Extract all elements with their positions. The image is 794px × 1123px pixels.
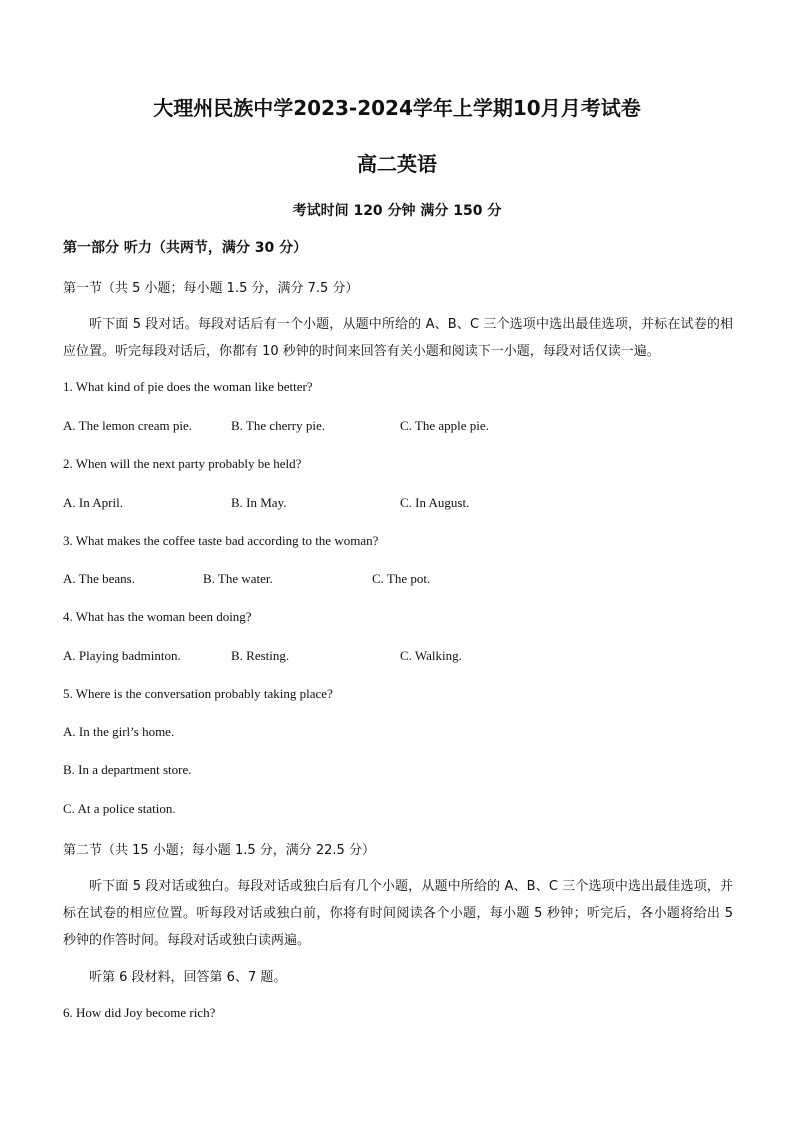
question-5-option-b: B. In a department store. — [63, 762, 192, 777]
subject-title: 高二英语 — [357, 152, 437, 176]
exam-title: 大理州民族中学2023-2024学年上学期10月月考试卷 — [153, 96, 641, 120]
question-2-option-c: C. In August. — [400, 495, 470, 510]
section-two-instructions: 听下面 5 段对话或独白。每段对话或独白后有几个小题，从题中所给的 A、B、C 三个选项中选出最佳选项，并标在试卷的相应位置。听每段对话或独白前，你将有时间阅读各个小题，每小题 5 秒钟；听完后，各小题将给出 5 秒钟的作答时间。每段对话或独白读两遍。 — [63, 879, 733, 948]
question-1-option-a: A. The lemon cream pie. — [63, 418, 192, 433]
question-4-option-a: A. Playing badminton. — [63, 648, 181, 663]
section-two-heading: 第二节（共 15 小题；每小题 1.5 分，满分 22.5 分） — [63, 843, 375, 858]
question-4: 4. What has the woman been doing? — [63, 609, 252, 624]
question-1-option-c: C. The apple pie. — [400, 418, 489, 433]
question-3-option-a: A. The beans. — [63, 571, 135, 586]
question-3: 3. What makes the coffee taste bad according to the woman? — [63, 533, 379, 548]
material-6-note: 听第 6 段材料，回答第 6、7 题。 — [89, 970, 287, 985]
exam-time-score: 考试时间 120 分钟 满分 150 分 — [292, 203, 502, 219]
question-5: 5. Where is the conversation probably taking place? — [63, 686, 333, 701]
section-one-instructions: 听下面 5 段对话。每段对话后有一个小题，从题中所给的 A、B、C 三个选项中选出最佳选项，并标在试卷的相应位置。听完每段对话后，你都有 10 秒钟的时间来回答有关小题和阅读下一小题，每段对话仅读一遍。 — [63, 317, 733, 359]
question-4-option-b: B. Resting. — [231, 648, 290, 663]
question-3-option-b: B. The water. — [203, 571, 273, 586]
question-5-option-c: C. At a police station. — [63, 801, 176, 816]
question-2: 2. When will the next party probably be held? — [63, 456, 302, 471]
question-5-option-a: A. In the girl’s home. — [63, 724, 175, 739]
question-1: 1. What kind of pie does the woman like better? — [63, 379, 313, 394]
question-3-option-c: C. The pot. — [372, 571, 431, 586]
question-1-option-b: B. The cherry pie. — [231, 418, 325, 433]
question-6: 6. How did Joy become rich? — [63, 1005, 216, 1020]
question-2-option-a: A. In April. — [63, 495, 123, 510]
section-one-heading: 第一节（共 5 小题；每小题 1.5 分，满分 7.5 分） — [63, 281, 359, 296]
question-4-option-c: C. Walking. — [400, 648, 462, 663]
part-one-heading: 第一部分 听力（共两节，满分 30 分） — [63, 240, 308, 256]
question-2-option-b: B. In May. — [231, 495, 287, 510]
